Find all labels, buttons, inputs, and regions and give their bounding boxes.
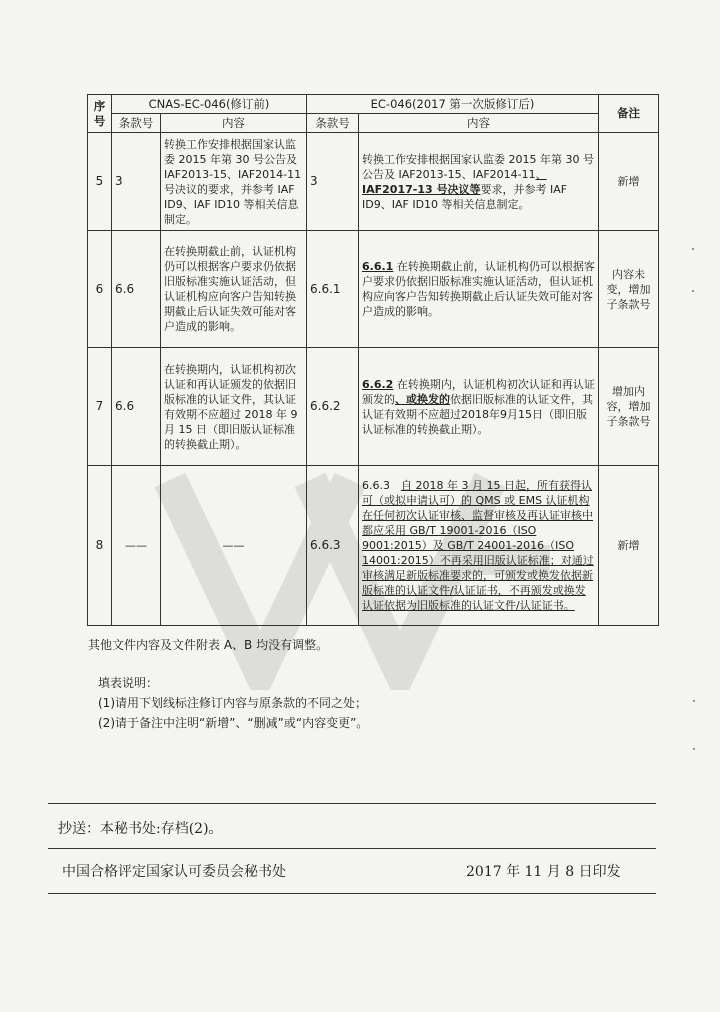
row-seq: 7 [88, 348, 112, 466]
row-seq: 6 [88, 231, 112, 348]
new-content-header: 内容 [359, 114, 599, 133]
new-content [359, 133, 599, 231]
issue-date: 2017 年 11 月 8 日印发 [466, 864, 621, 880]
table-row [88, 348, 659, 466]
new-content-text: 在转换期截止前，认证机构仍可以根据客户要求仍依据旧版标准实施认证活动，但认证机构应向客户告知转换期截止后认证失效可能对客户造成的影响。 [362, 260, 595, 318]
new-clause: 3 [307, 133, 359, 231]
old-clause-header: 条款号 [112, 114, 161, 133]
old-content-header: 内容 [161, 114, 307, 133]
new-content-text: 转换工作安排根据国家认监委 2015 年第 30 号公告及 IAF2013-15、IAF2014-11 [362, 152, 594, 181]
table-row [88, 231, 659, 348]
col-seq-header: 序号 [88, 95, 112, 133]
divider-top [48, 803, 656, 804]
revision-table [87, 94, 659, 626]
old-content: 在转换期内，认证机构初次认证和再认证颁发的依据旧版标准的认证文件，其认证有效期不应超过 2018 年 9 月 15 日（即旧版认证标准的转换截止期）。 [161, 348, 307, 466]
new-content [359, 348, 599, 466]
new-content-text: 依据旧版标准的认证文件，其认证有效期不应超过2018年9月15日（即旧版认证标准的转换截止期）。 [362, 392, 594, 436]
new-content-underlined: 、或换发的 [395, 392, 451, 406]
table-header-row-1 [88, 95, 659, 114]
unchanged-note: 其他文件内容及文件附表 A、B 均没有调整。 [88, 638, 329, 652]
old-clause: —— [112, 466, 161, 626]
row-seq: 8 [88, 466, 112, 626]
new-version-header: EC-046(2017 第一次版修订后) [307, 95, 599, 114]
new-content-text: 6.6.3 [362, 479, 402, 492]
row-seq: 5 [88, 133, 112, 231]
scan-speck [693, 700, 695, 702]
instructions-title: 填表说明： [98, 676, 159, 690]
new-clause: 6.6.2 [307, 348, 359, 466]
old-clause: 6.6 [112, 231, 161, 348]
new-content-underlined: 、 [535, 167, 547, 181]
remark-cell: 增加内容，增加子条款号 [599, 348, 659, 466]
divider-middle [48, 848, 656, 849]
scan-speck [692, 248, 694, 250]
divider-bottom [48, 893, 656, 894]
copy-to-line: 抄送：本秘书处:存档(2)。 [58, 821, 223, 837]
old-content: 在转换期截止前，认证机构仍可以根据客户要求仍依据旧版标准实施认证活动，但认证机构应向客户告知转换期截止后认证失效可能对客户造成的影响。 [161, 231, 307, 348]
new-content [359, 231, 599, 348]
old-version-header: CNAS-EC-046(修订前) [112, 95, 307, 114]
new-content-underlined: 6.6.2 [362, 377, 394, 391]
new-content-underlined: 自 2018 年 3 月 15 日起，所有获得认可（或拟申请认可）的 QMS 或 EMS 认证机构在任何初次认证审核、监督审核及再认证审核中都应采用 GB/T 19001-2016（ISO 9001:2015）及 GB/T 24001-2016（ISO 14001:2015）不再采用旧版认证标准；对通过审核满足新版标准要求的，可颁发或换发依据新版标准的认证文件/认证证书，不再颁发或换发认证依据为旧版标准的认证文件/认证证书。 [362, 479, 594, 612]
instruction-2: (2)请于备注中注明“新增”、“删减”或“内容变更”。 [98, 716, 369, 730]
instruction-1: (1)请用下划线标注修订内容与原条款的不同之处； [98, 696, 367, 710]
new-content-underlined: IAF2017-13 号决议等 [362, 182, 481, 196]
new-clause: 6.6.1 [307, 231, 359, 348]
remark-cell: 新增 [599, 133, 659, 231]
remark-cell: 内容未变，增加子条款号 [599, 231, 659, 348]
new-content [359, 466, 599, 626]
new-clause: 6.6.3 [307, 466, 359, 626]
old-content: 转换工作安排根据国家认监委 2015 年第 30 号公告及 IAF2013-15、IAF2014-11 号决议的要求，并参考 IAF ID9、IAF ID10 等相关信息制定。 [161, 133, 307, 231]
remark-cell: 新增 [599, 466, 659, 626]
new-content-underlined: 6.6.1 [362, 260, 394, 273]
old-clause: 3 [112, 133, 161, 231]
scan-speck [692, 290, 694, 292]
old-content: —— [161, 466, 307, 626]
issuer-name: 中国合格评定国家认可委员会秘书处 [62, 864, 286, 880]
old-clause: 6.6 [112, 348, 161, 466]
table-row [88, 133, 659, 231]
table-row [88, 466, 659, 626]
remark-header: 备注 [599, 95, 659, 133]
new-content-text: 在转换期内，认证机构初次认证和再认证颁发的 [362, 377, 595, 406]
new-content-text: 要求，并参考 IAF ID9、IAF ID10 等相关信息制定。 [362, 182, 568, 211]
table-header-row-2 [88, 114, 659, 133]
scan-speck [693, 748, 695, 750]
new-clause-header: 条款号 [307, 114, 359, 133]
